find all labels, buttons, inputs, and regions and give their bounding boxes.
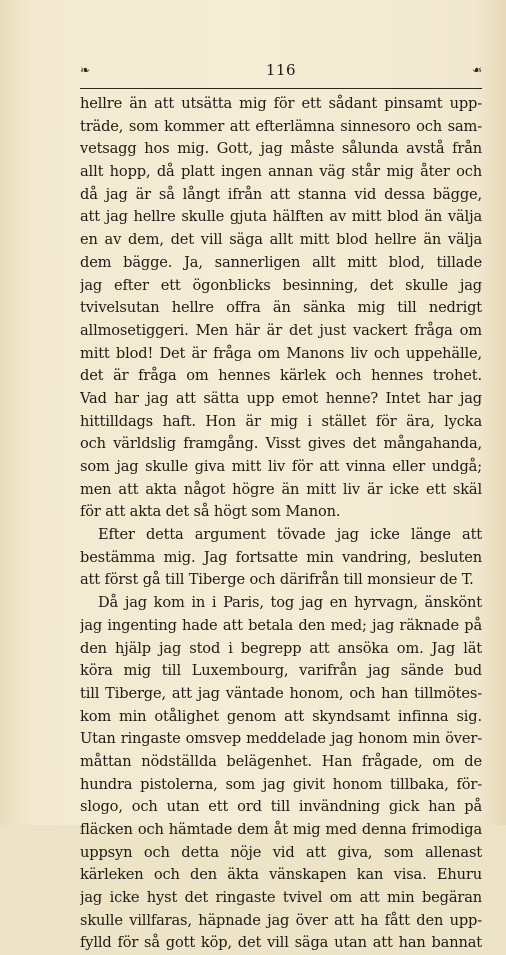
text-line: vetsagg hos mig. Gott, jag måste sålunda avstå från xyxy=(80,140,482,158)
text-line: jag ingenting hade att betala den med; jag räknade på xyxy=(80,616,482,634)
text-line: jag icke hyst det ringaste tvivel om att min begäran xyxy=(80,889,482,907)
text-line: allt hopp, då platt ingen annan väg står mig åter och xyxy=(80,163,482,181)
text-line: till Tiberge, att jag väntade honom, och han tillmötes- xyxy=(80,684,482,702)
text-line: Vad har jag att sätta upp emot henne? Intet har jag xyxy=(80,389,482,407)
text-line: att först gå till Tiberge och därifrån till monsieur de T. xyxy=(80,571,474,589)
text-line: för att akta det så högt som Manon. xyxy=(80,503,341,521)
text-line: jag efter ett ögonblicks besinning, det skulle jag xyxy=(80,276,482,294)
text-line: mitt blod! Det är fråga om Manons liv och uppehälle, xyxy=(80,344,482,362)
text-line: måttan nödställda belägenhet. Han frågade, om de xyxy=(80,752,482,770)
header-rule xyxy=(80,88,482,89)
fleuron-left-icon: ❧ xyxy=(80,63,91,77)
text-line: som jag skulle giva mitt liv för att vinna eller undgå; xyxy=(80,458,482,475)
text-line: fläcken och hämtade dem åt mig med denna frimodiga xyxy=(80,821,482,838)
text-line: men att akta något högre än mitt liv är icke ett skäl xyxy=(80,480,482,498)
text-line: träde, som kommer att efterlämna sinnesoro och sam- xyxy=(80,117,482,135)
text-line: köra mig till Luxembourg, varifrån jag sände bud xyxy=(80,662,482,680)
text-line: och världslig framgång. Visst gives det mångahanda, xyxy=(80,435,482,453)
text-line: fylld för så gott köp, det vill säga utan att han bannat xyxy=(80,934,482,952)
text-line: hittilldags haft. Hon är mig i stället för ära, lycka xyxy=(80,412,482,430)
body-text xyxy=(80,93,482,955)
text-line: slogo, och utan ett ord till invändning gick han på xyxy=(80,798,482,816)
text-line: Utan ringaste omsvep meddelade jag honom min över- xyxy=(80,730,482,748)
text-line: skulle villfaras, häpnade jag över att ha fått den upp- xyxy=(80,911,482,929)
text-line: uppsyn och detta nöje vid att giva, som allenast xyxy=(80,843,482,861)
text-line: Efter detta argument tövade jag icke länge att xyxy=(98,526,482,544)
page-number: 116 xyxy=(265,61,297,79)
text-line: att jag hellre skulle gjuta hälften av mitt blod än välja xyxy=(80,208,482,226)
text-line: kärleken och den äkta vänskapen kan visa. Ehuru xyxy=(80,866,482,884)
text-line: en av dem, det vill säga allt mitt blod hellre än välja xyxy=(80,231,482,249)
text-line: allmosetiggeri. Men här är det just vackert fråga om xyxy=(80,321,482,339)
text-line: det är fråga om hennes kärlek och hennes trohet. xyxy=(80,367,482,385)
text-line: då jag är så långt ifrån att stanna vid dessa bägge, xyxy=(80,185,482,203)
text-line: hellre än att utsätta mig för ett sådant pinsamt upp- xyxy=(80,95,482,112)
text-line: den hjälp jag stod i begrepp att ansöka om. Jag lät xyxy=(80,639,482,657)
text-line: hundra pistolerna, som jag givit honom tillbaka, för- xyxy=(80,775,482,793)
text-line: tvivelsutan hellre offra än sänka mig till nedrigt xyxy=(80,299,482,317)
text-line: bestämma mig. Jag fortsatte min vandring, besluten xyxy=(80,548,482,566)
text-line: dem bägge. Ja, sannerligen allt mitt blod, tillade xyxy=(80,253,482,271)
fleuron-right-icon: ❧ xyxy=(471,63,482,77)
text-line: Då jag kom in i Paris, tog jag en hyrvagn, änskönt xyxy=(98,594,482,612)
page-header xyxy=(80,60,482,84)
text-line: kom min otålighet genom att skyndsamt infinna sig. xyxy=(80,707,482,725)
